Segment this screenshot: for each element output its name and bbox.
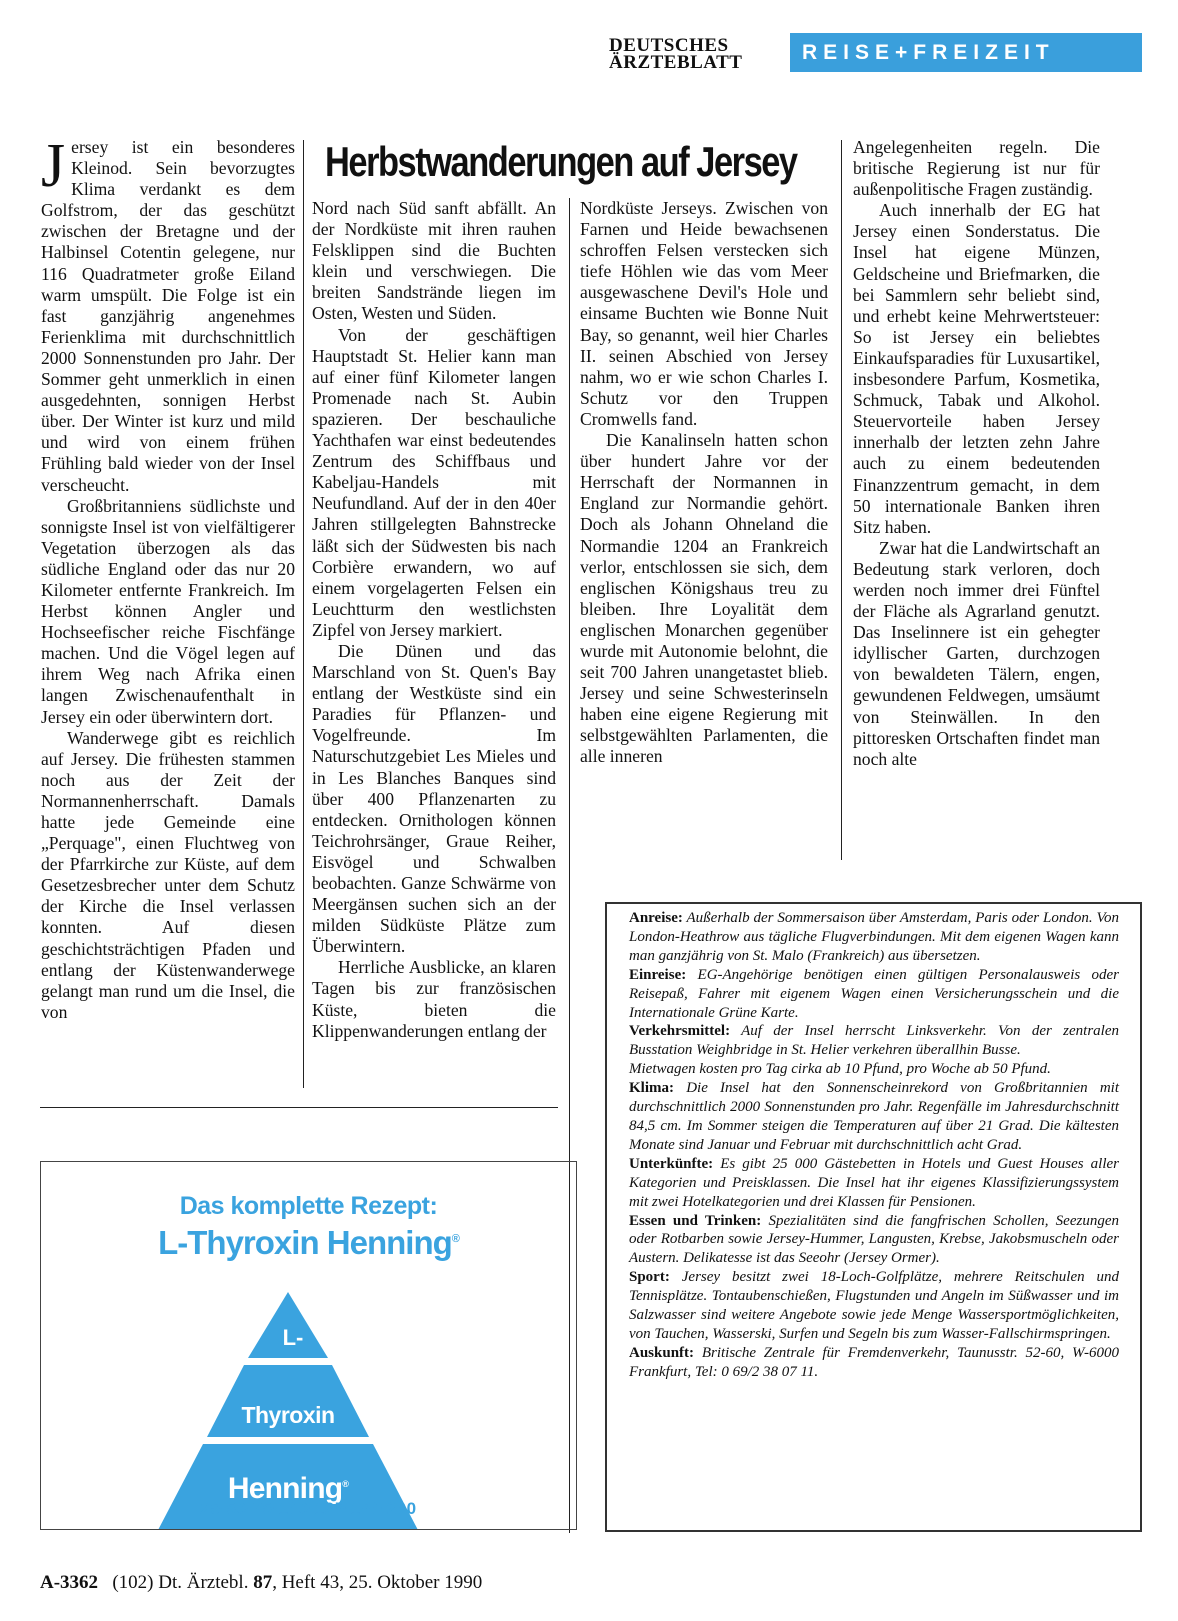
volume-number: 87 bbox=[253, 1572, 273, 1593]
info-label: Einreise: bbox=[629, 966, 687, 983]
paragraph-text: ersey ist ein besonderes Kleinod. Sein bevorzugtes Klima verdankt es dem Golfstrom, der das geschützt zwischen der Bretagne und der Halbinsel Cotentin gelegene, nur 116 Quadratmeter große Eiland warm umspült. Die Folge ist ein fast ganzjährig angenehmes Ferienklima mit durchschnittlich 2000 Sonnenstunden pro Jahr. Der Sommer geht unmerklich in einen ausgedehnten, sonnigen Herbst über. Der Winter ist kurz und mild und wird von einem frühen Frühling bald wieder von der Insel verscheucht. bbox=[41, 137, 295, 495]
column-rule bbox=[841, 140, 842, 860]
info-entry bbox=[629, 909, 1119, 966]
info-text: Britische Zentrale für Fremdenverkehr, Taunusstr. 52-60, W-6000 Frankfurt, Tel: 0 69/2 38 07 11. bbox=[629, 1344, 1119, 1380]
info-label: Anreise: bbox=[629, 910, 683, 926]
info-text: Jersey besitzt zwei 18-Loch-Golfplätze, mehrere Reitschulen und Tennisplätze. Tontaubenschießen, Flugstunden und Angeln im Süßwasser und im Salzwasser sind weitere Angebote sowie jede Menge Wassersportmöglichkeiten, von Tauchen, Wasserski, Surfen und Segeln bis zum Wasser-Fallschirmspringen. bbox=[629, 1269, 1120, 1342]
ad-headline: Das komplette Rezept: bbox=[179, 1192, 438, 1220]
publication-name bbox=[609, 37, 742, 71]
paragraph: Die Kanalinseln hatten schon über hundert Jahre vor der Herrschaft der Normannen in England zur Normandie gehört. Doch als Johann Ohneland die Normandie 1204 an Frankreich verlor, entschlossen sie sich, dem englischen Königshaus treu zu bleiben. Ihre Loyalität dem englischen Monarchen gegenüber wurde mit Autonomie belohnt, die seit 700 Jahren unangetastet blieb. Jersey und seine Schwesterinseln haben eine eigene Regierung mit selbstgewählten Parlamenten, die alle inneren bbox=[580, 430, 828, 767]
info-text: Außerhalb der Sommersaison über Amsterdam, Paris oder London. Von London-Heathrow aus tägliche Flugverbindungen. Mit dem eigenen Wagen kann man ganzjährig von St. Malo (Frankreich) aus übersetzen. bbox=[629, 910, 1120, 964]
publication-name-line1: DEUTSCHES bbox=[609, 35, 729, 56]
info-text: Mietwagen kosten pro Tag cirka ab 10 Pfund, pro Woche ab 50 Pfund. bbox=[629, 1061, 1051, 1078]
paragraph: Nord nach Süd sanft abfällt. An der Nordküste mit ihren rauhen Felsklippen sind die Buchten klein und verschwiegen. Die breiten Sandstrände liegen im Osten, Westen und Süden. bbox=[312, 198, 556, 324]
info-label: Sport: bbox=[629, 1269, 670, 1286]
issue-date: , Heft 43, 25. Oktober 1990 bbox=[272, 1572, 483, 1593]
paragraph: Angelegenheiten regeln. Die britische Regierung ist nur für außenpolitische Fragen zuständig. bbox=[853, 137, 1100, 200]
paragraph: Herrliche Ausblicke, an klaren Tagen bis zur französischen Küste, bieten die Klippenwanderungen entlang der bbox=[312, 957, 556, 1041]
ad-registered-mark: ® bbox=[451, 1233, 459, 1245]
page-code: A-3362 bbox=[40, 1572, 99, 1593]
pyramid-label-top: L- bbox=[282, 1325, 304, 1350]
info-entry bbox=[629, 1268, 1119, 1344]
info-entry bbox=[629, 1022, 1119, 1060]
ad-dose-list: 25·50·75·100·125·150·200 bbox=[200, 1499, 417, 1518]
paragraph: Nordküste Jerseys. Zwischen von Farnen und Heide bewachsenen schroffen Felsen verstecken sich tiefe Höhlen wie das vom Meer ausgewaschene Devil's Hole und einsame Buchten wie Bonne Nuit Bay, so genannt, weil hier Charles II. seinen Abschied von Jersey nahm, wo er wie schon Charles I. Schutz vor den Truppen Cromwells fand. bbox=[580, 198, 828, 429]
paragraph: Zwar hat die Landwirtschaft an Bedeutung stark verloren, doch werden noch immer drei Fünftel der Fläche als Agrarland genutzt. Das Inselinnere ist ein gehegter idyllischer Garten, durchzogen von bewaldeten Tälern, engen, gewundenen Feldwegen, umsäumt von Steinwällen. In den pittoresken Ortschaften findet man noch alte bbox=[853, 537, 1100, 769]
article-title: Herbstwanderungen auf Jersey bbox=[325, 138, 797, 185]
info-label: Auskunft: bbox=[629, 1344, 695, 1361]
section-rule bbox=[40, 1107, 558, 1108]
page-footer bbox=[40, 1572, 482, 1594]
journal-ref: (102) Dt. Ärztebl. bbox=[112, 1572, 249, 1593]
info-label: Klima: bbox=[629, 1080, 674, 1097]
drop-cap: J bbox=[41, 132, 66, 200]
ad-product-text: L-Thyroxin Henning bbox=[158, 1224, 452, 1261]
pyramid-label-bottom-text: Henning bbox=[227, 1472, 343, 1505]
section-banner: REISE+FREIZEIT bbox=[790, 33, 1142, 72]
paragraph bbox=[41, 132, 295, 496]
info-entry bbox=[629, 966, 1119, 1023]
article-column-4 bbox=[853, 137, 1100, 770]
info-text: Auf der Insel herrscht Linksverkehr. Von der zentralen Busstation Weighbridge in St. Helier verkehren überallhin Busse. bbox=[629, 1023, 1119, 1059]
info-entry bbox=[629, 1060, 1119, 1079]
info-text: EG-Angehörige benötigen einen gültigen Personalausweis oder Reisepaß, Fahrer mit eigenem Wagen einen Versicherungsschein und die Internationale Grüne Karte. bbox=[629, 966, 1119, 1021]
info-label: Unterkünfte: bbox=[629, 1155, 714, 1172]
paragraph: Auch innerhalb der EG hat Jersey einen Sonderstatus. Die Insel hat eigene Münzen, Geldscheine und Briefmarken, die bei Sammlern sehr beliebt sind, und erhebt keine Mehrwertsteuer: So ist Jersey ein beliebtes Einkaufsparadies für Luxusartikel, insbesondere Parfum, Kosmetika, Schmuck, Tabak und Alkohol. Steuervorteile haben Jersey innerhalb der letzten zehn Jahre auch zu einem bedeutenden Finanzzentrum gemacht, in dem 50 internationale Banken ihren Sitz haben. bbox=[853, 200, 1100, 537]
info-text: Spezialitäten sind die fangfrischen Schollen, Seezungen oder Rotbarben sowie Jersey-Hummer, Langusten, Krebse, Jakobsmuscheln oder Austern. Delikatesse ist das Seeohr (Jersey Ormer). bbox=[629, 1212, 1119, 1267]
info-box-content bbox=[629, 909, 1119, 1382]
info-entry bbox=[629, 1155, 1119, 1212]
article-column-3 bbox=[580, 198, 828, 768]
article-column-2 bbox=[312, 198, 556, 1042]
info-text: Es gibt 25 000 Gästebetten in Hotels und Guest Houses aller Kategorien und Preisklassen. Die Insel hat ihr eigenes Klassifizierungssystem mit zwei Hotelkategorien und drei Klassen für Pensionen. bbox=[629, 1155, 1120, 1210]
paragraph: Wanderwege gibt es reichlich auf Jersey. Die frühesten stammen noch aus der Zeit der Normannenherrschaft. Damals hatte jede Gemeinde eine „Perquage", einen Fluchtweg von der Pfarrkirche zur Küste, auf dem Gesetzesbrecher unter dem Schutz der Kirche die Insel verlassen konnten. Auf diesen geschichtsträchtigen Pfaden und entlang der Küstenwanderwege gelangt man rund um die Insel, die von bbox=[41, 727, 295, 1022]
publication-name-line2: ÄRZTEBLATT bbox=[609, 52, 743, 73]
info-text: Die Insel hat den Sonnenscheinrekord von Großbritannien mit durchschnittlich 2000 Sonnenstunden pro Jahr. Regenfälle im Jahresdurchschnitt 84,5 cm. Im Sommer steigen die Temperaturen auf über 21 Grad. Die kältesten Monate sind Januar und Februar mit durchschnittlich acht Grad. bbox=[629, 1080, 1120, 1153]
info-entry bbox=[629, 1344, 1119, 1382]
article-column-1 bbox=[41, 132, 295, 1023]
paragraph: Die Dünen und das Marschland von St. Quen's Bay entlang der Westküste sind ein Paradies für Pflanzen- und Vogelfreunde. Im Naturschutzgebiet Les Mieles und in Les Blanches Banques sind über 400 Pflanzenarten zu entdecken. Ornithologen können Teichrohrsänger, Graue Reiher, Eisvögel und Schwalben beobachten. Ganze Schwärme von Meergänsen suchen sich an der milden Südküste Plätze zum Überwintern. bbox=[312, 640, 556, 957]
advertisement bbox=[40, 1161, 577, 1530]
info-label: Essen und Trinken: bbox=[629, 1212, 762, 1229]
column-rule bbox=[303, 140, 304, 1088]
ad-registered-mark: ® bbox=[342, 1479, 349, 1489]
info-entry bbox=[629, 1212, 1119, 1269]
info-label: Verkehrsmittel: bbox=[629, 1023, 731, 1040]
pyramid-label-middle: Thyroxin bbox=[241, 1402, 335, 1428]
info-entry bbox=[629, 1079, 1119, 1155]
paragraph: Von der geschäftigen Hauptstadt St. Helier kann man auf einer fünf Kilometer langen Promenade nach St. Aubin spazieren. Der beschauliche Yachthafen war einst bedeutendes Zentrum des Schiffbaus und Kabeljau-Handels mit Neufundland. Auf der in den 40er Jahren stillgelegten Bahnstrecke läßt sich der Südwesten bis nach Corbière erwandern, wo auf einem vorgelagerten Felsen ein Leuchtturm den westlichsten Zipfel von Jersey markiert. bbox=[312, 324, 556, 640]
paragraph: Großbritanniens südlichste und sonnigste Insel ist von vielfältigerer Vegetation überzogen als das südliche England oder das nur 20 Kilometer entfernte Frankreich. Im Herbst können Angler und Hochseefischer reiche Fischfänge machen. Und die Vögel legen auf ihrem Weg nach Afrika einen langen Zwischenaufenthalt in Jersey ein oder überwintern dort. bbox=[41, 495, 295, 727]
